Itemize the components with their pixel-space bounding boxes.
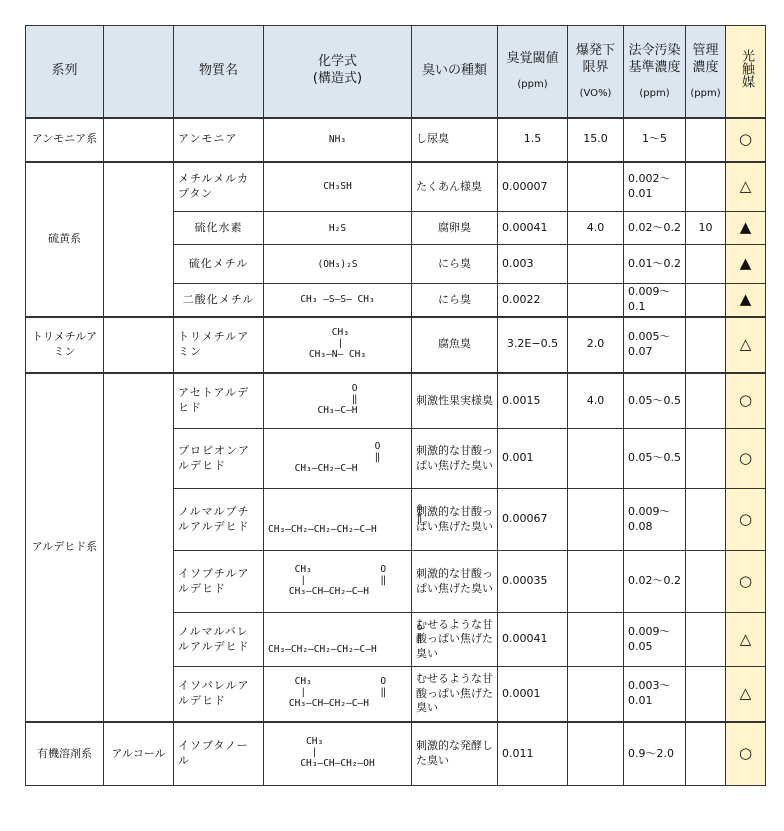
control bbox=[686, 118, 726, 162]
formula-text: CH₃SH bbox=[323, 181, 352, 193]
header-odor-type: 臭いの種類 bbox=[412, 26, 498, 118]
photocatalyst-mark: ○ bbox=[726, 373, 766, 429]
subgroup-cell bbox=[104, 373, 174, 722]
explosion-limit bbox=[568, 613, 624, 667]
regulation: 0.002〜0.01 bbox=[624, 162, 686, 212]
formula bbox=[264, 373, 412, 429]
regulation: 0.003〜0.01 bbox=[624, 667, 686, 722]
substance-name: イソバレルアルデヒド bbox=[174, 667, 264, 722]
subgroup-cell bbox=[104, 118, 174, 162]
odor-type: むせるような甘酸っぱい焦げた臭い bbox=[412, 667, 498, 722]
photocatalyst-mark: ▲ bbox=[726, 212, 766, 245]
explosion-limit bbox=[568, 489, 624, 551]
header-explosion bbox=[568, 26, 624, 118]
explosion-limit bbox=[568, 162, 624, 212]
substance-name: 硫化水素 bbox=[174, 212, 264, 245]
formula-text: NH₃ bbox=[328, 134, 347, 145]
formula bbox=[264, 722, 412, 786]
explosion-limit bbox=[568, 284, 624, 317]
header-explosion-line1: 爆発下 bbox=[575, 42, 615, 58]
odor-type: たくあん様臭 bbox=[412, 162, 498, 212]
regulation: 0.02〜0.2 bbox=[624, 551, 686, 613]
formula bbox=[264, 429, 412, 489]
subgroup-cell bbox=[104, 162, 174, 317]
threshold: 0.00007 bbox=[498, 162, 568, 212]
photocatalyst-mark: △ bbox=[726, 613, 766, 667]
photocatalyst-mark: ○ bbox=[726, 551, 766, 613]
regulation: 0.005〜0.07 bbox=[624, 317, 686, 373]
formula bbox=[264, 613, 423, 667]
formula-text: o ‖ CH₃—CH₂—CH₂—CH₂—C—H bbox=[268, 622, 423, 655]
odor-type: し尿臭 bbox=[412, 118, 498, 162]
substance-name: トリメチルアミン bbox=[174, 317, 264, 373]
odor-type: 刺激性果実様臭 bbox=[412, 373, 498, 429]
odor-type: 刺激的な甘酸っぱい焦げた臭い bbox=[412, 551, 498, 613]
header-control-unit: (ppm) bbox=[690, 87, 721, 99]
substance-name: プロピオンアルデヒド bbox=[174, 429, 264, 489]
control bbox=[686, 551, 726, 613]
formula bbox=[264, 667, 412, 722]
substance-name: 二酸化メチル bbox=[174, 284, 264, 317]
substance-name: 硫化メチル bbox=[174, 245, 264, 284]
photocatalyst-mark: ○ bbox=[726, 722, 766, 786]
formula-text: CH₃ | CH₃—N— CH₃ bbox=[308, 327, 367, 360]
threshold: 0.00041 bbox=[498, 212, 568, 245]
threshold: 0.003 bbox=[498, 245, 568, 284]
substance-name: メチルメルカプタン bbox=[174, 162, 264, 212]
explosion-limit bbox=[568, 722, 624, 786]
control bbox=[686, 373, 726, 429]
formula bbox=[264, 284, 412, 317]
header-threshold-unit: (ppm) bbox=[517, 79, 548, 91]
control bbox=[686, 429, 726, 489]
photocatalyst-mark: △ bbox=[726, 162, 766, 212]
odor-type: 刺激的な甘酸っぱい焦げた臭い bbox=[412, 429, 498, 489]
header-photocatalyst-label: 光触媒 bbox=[738, 48, 754, 88]
substance-name: ノルマルバレルアルデヒド bbox=[174, 613, 264, 667]
odor-type: 刺激的な発酵した臭い bbox=[412, 722, 498, 786]
formula bbox=[264, 489, 423, 551]
header-formula-line1: 化学式 bbox=[317, 54, 357, 70]
odor-type: 腐卵臭 bbox=[412, 212, 498, 245]
subgroup-alcohol: アルコール bbox=[104, 722, 174, 786]
formula-text: o ‖ CH₃—CH₂—CH₂—CH₂—C—H bbox=[268, 502, 423, 535]
odor-type: 刺激的な甘酸っぱい焦げた臭い bbox=[412, 489, 498, 551]
formula-text: CH₃ O | ‖ CH₃—CH—CH₂—C—H bbox=[288, 676, 387, 710]
group-organic-solvent: 有機溶剤系 bbox=[26, 722, 104, 786]
group-aldehyde: アルデヒド系 bbox=[26, 373, 104, 722]
header-series: 系列 bbox=[26, 26, 104, 118]
control bbox=[686, 284, 726, 317]
photocatalyst-mark: ○ bbox=[726, 489, 766, 551]
formula-text: CH₃ —S—S— CH₃ bbox=[300, 294, 375, 306]
threshold: 0.00041 bbox=[498, 613, 568, 667]
control bbox=[686, 162, 726, 212]
formula bbox=[264, 212, 412, 245]
header-substance: 物質名 bbox=[174, 26, 264, 118]
formula bbox=[264, 118, 412, 162]
table-row bbox=[26, 373, 766, 429]
formula-text: (OH₃)₂S bbox=[317, 258, 358, 270]
explosion-limit bbox=[568, 429, 624, 489]
formula-text: CH₃ | CH₃—CH—CH₂—OH bbox=[300, 736, 375, 770]
header-control-line1: 管理 bbox=[692, 42, 719, 58]
threshold: 3.2E−0.5 bbox=[498, 317, 568, 373]
photocatalyst-mark: △ bbox=[726, 667, 766, 722]
regulation: 1〜5 bbox=[624, 118, 686, 162]
odor-type: むせるような甘酸っぱい焦げた臭い bbox=[412, 613, 498, 667]
threshold: 0.011 bbox=[498, 722, 568, 786]
explosion-limit: 4.0 bbox=[568, 212, 624, 245]
formula bbox=[264, 245, 412, 284]
header-regulation bbox=[624, 26, 686, 118]
control bbox=[686, 245, 726, 284]
header-formula-line2: (構造式) bbox=[312, 71, 363, 87]
header-regulation-line1: 法令汚染 bbox=[628, 42, 681, 58]
header-threshold-label: 臭覚閾値 bbox=[506, 51, 559, 67]
group-sulfur: 硫黄系 bbox=[26, 162, 104, 317]
control bbox=[686, 489, 726, 551]
formula-text: H₂S bbox=[328, 222, 347, 234]
photocatalyst-mark: ○ bbox=[726, 118, 766, 162]
odor-substance-table-wrapper bbox=[25, 25, 766, 786]
explosion-limit: 15.0 bbox=[568, 118, 624, 162]
table-row bbox=[26, 722, 766, 786]
header-threshold bbox=[498, 26, 568, 118]
regulation: 0.9〜2.0 bbox=[624, 722, 686, 786]
substance-name: イソブチルアルデヒド bbox=[174, 551, 264, 613]
formula-text: O ‖ CH₃—CH₂—C—H bbox=[294, 441, 381, 474]
control bbox=[686, 613, 726, 667]
threshold: 0.0022 bbox=[498, 284, 568, 317]
odor-type: にら臭 bbox=[412, 284, 498, 317]
substance-name: アセトアルデヒド bbox=[174, 373, 264, 429]
regulation: 0.009〜0.08 bbox=[624, 489, 686, 551]
threshold: 1.5 bbox=[498, 118, 568, 162]
header-explosion-unit: (VO%) bbox=[579, 87, 612, 99]
header-blank bbox=[104, 26, 174, 118]
subgroup-cell bbox=[104, 317, 174, 373]
header-regulation-line2: 基準濃度 bbox=[628, 59, 681, 75]
odor-type: 腐魚臭 bbox=[412, 317, 498, 373]
explosion-limit: 4.0 bbox=[568, 373, 624, 429]
explosion-limit bbox=[568, 245, 624, 284]
regulation: 0.05〜0.5 bbox=[624, 429, 686, 489]
regulation: 0.01〜0.2 bbox=[624, 245, 686, 284]
photocatalyst-mark: ▲ bbox=[726, 245, 766, 284]
header-row bbox=[26, 26, 766, 118]
threshold: 0.00067 bbox=[498, 489, 568, 551]
substance-name: イソブタノール bbox=[174, 722, 264, 786]
control bbox=[686, 667, 726, 722]
explosion-limit bbox=[568, 551, 624, 613]
table-row bbox=[26, 162, 766, 212]
odor-type: にら臭 bbox=[412, 245, 498, 284]
header-control-line2: 濃度 bbox=[692, 59, 719, 75]
regulation: 0.009〜0.05 bbox=[624, 613, 686, 667]
formula bbox=[264, 162, 412, 212]
formula bbox=[264, 551, 412, 613]
header-regulation-unit: (ppm) bbox=[639, 87, 670, 99]
control bbox=[686, 722, 726, 786]
header-explosion-line2: 限界 bbox=[582, 59, 609, 75]
control bbox=[686, 317, 726, 373]
regulation: 0.02〜0.2 bbox=[624, 212, 686, 245]
threshold: 0.0001 bbox=[498, 667, 568, 722]
header-formula bbox=[264, 26, 412, 118]
header-control bbox=[686, 26, 726, 118]
explosion-limit bbox=[568, 667, 624, 722]
threshold: 0.0015 bbox=[498, 373, 568, 429]
table-row bbox=[26, 317, 766, 373]
odor-substance-table bbox=[25, 25, 766, 786]
formula-text: CH₃ O | ‖ CH₃—CH—CH₂—C—H bbox=[288, 564, 387, 597]
header-photocatalyst bbox=[726, 26, 766, 118]
formula bbox=[264, 317, 412, 373]
threshold: 0.00035 bbox=[498, 551, 568, 613]
control: 10 bbox=[686, 212, 726, 245]
threshold: 0.001 bbox=[498, 429, 568, 489]
substance-name: ノルマルブチルアルデヒド bbox=[174, 489, 264, 551]
photocatalyst-mark: ○ bbox=[726, 429, 766, 489]
explosion-limit: 2.0 bbox=[568, 317, 624, 373]
substance-name: アンモニア bbox=[174, 118, 264, 162]
group-ammonia: アンモニア系 bbox=[26, 118, 104, 162]
photocatalyst-mark: △ bbox=[726, 317, 766, 373]
regulation: 0.05〜0.5 bbox=[624, 373, 686, 429]
formula-text: O ‖ CH₃—C—H bbox=[317, 383, 358, 417]
group-trimethylamine: トリメチルアミン bbox=[26, 317, 104, 373]
photocatalyst-mark: ▲ bbox=[726, 284, 766, 317]
table-row bbox=[26, 118, 766, 162]
regulation: 0.009〜0.1 bbox=[624, 284, 686, 317]
